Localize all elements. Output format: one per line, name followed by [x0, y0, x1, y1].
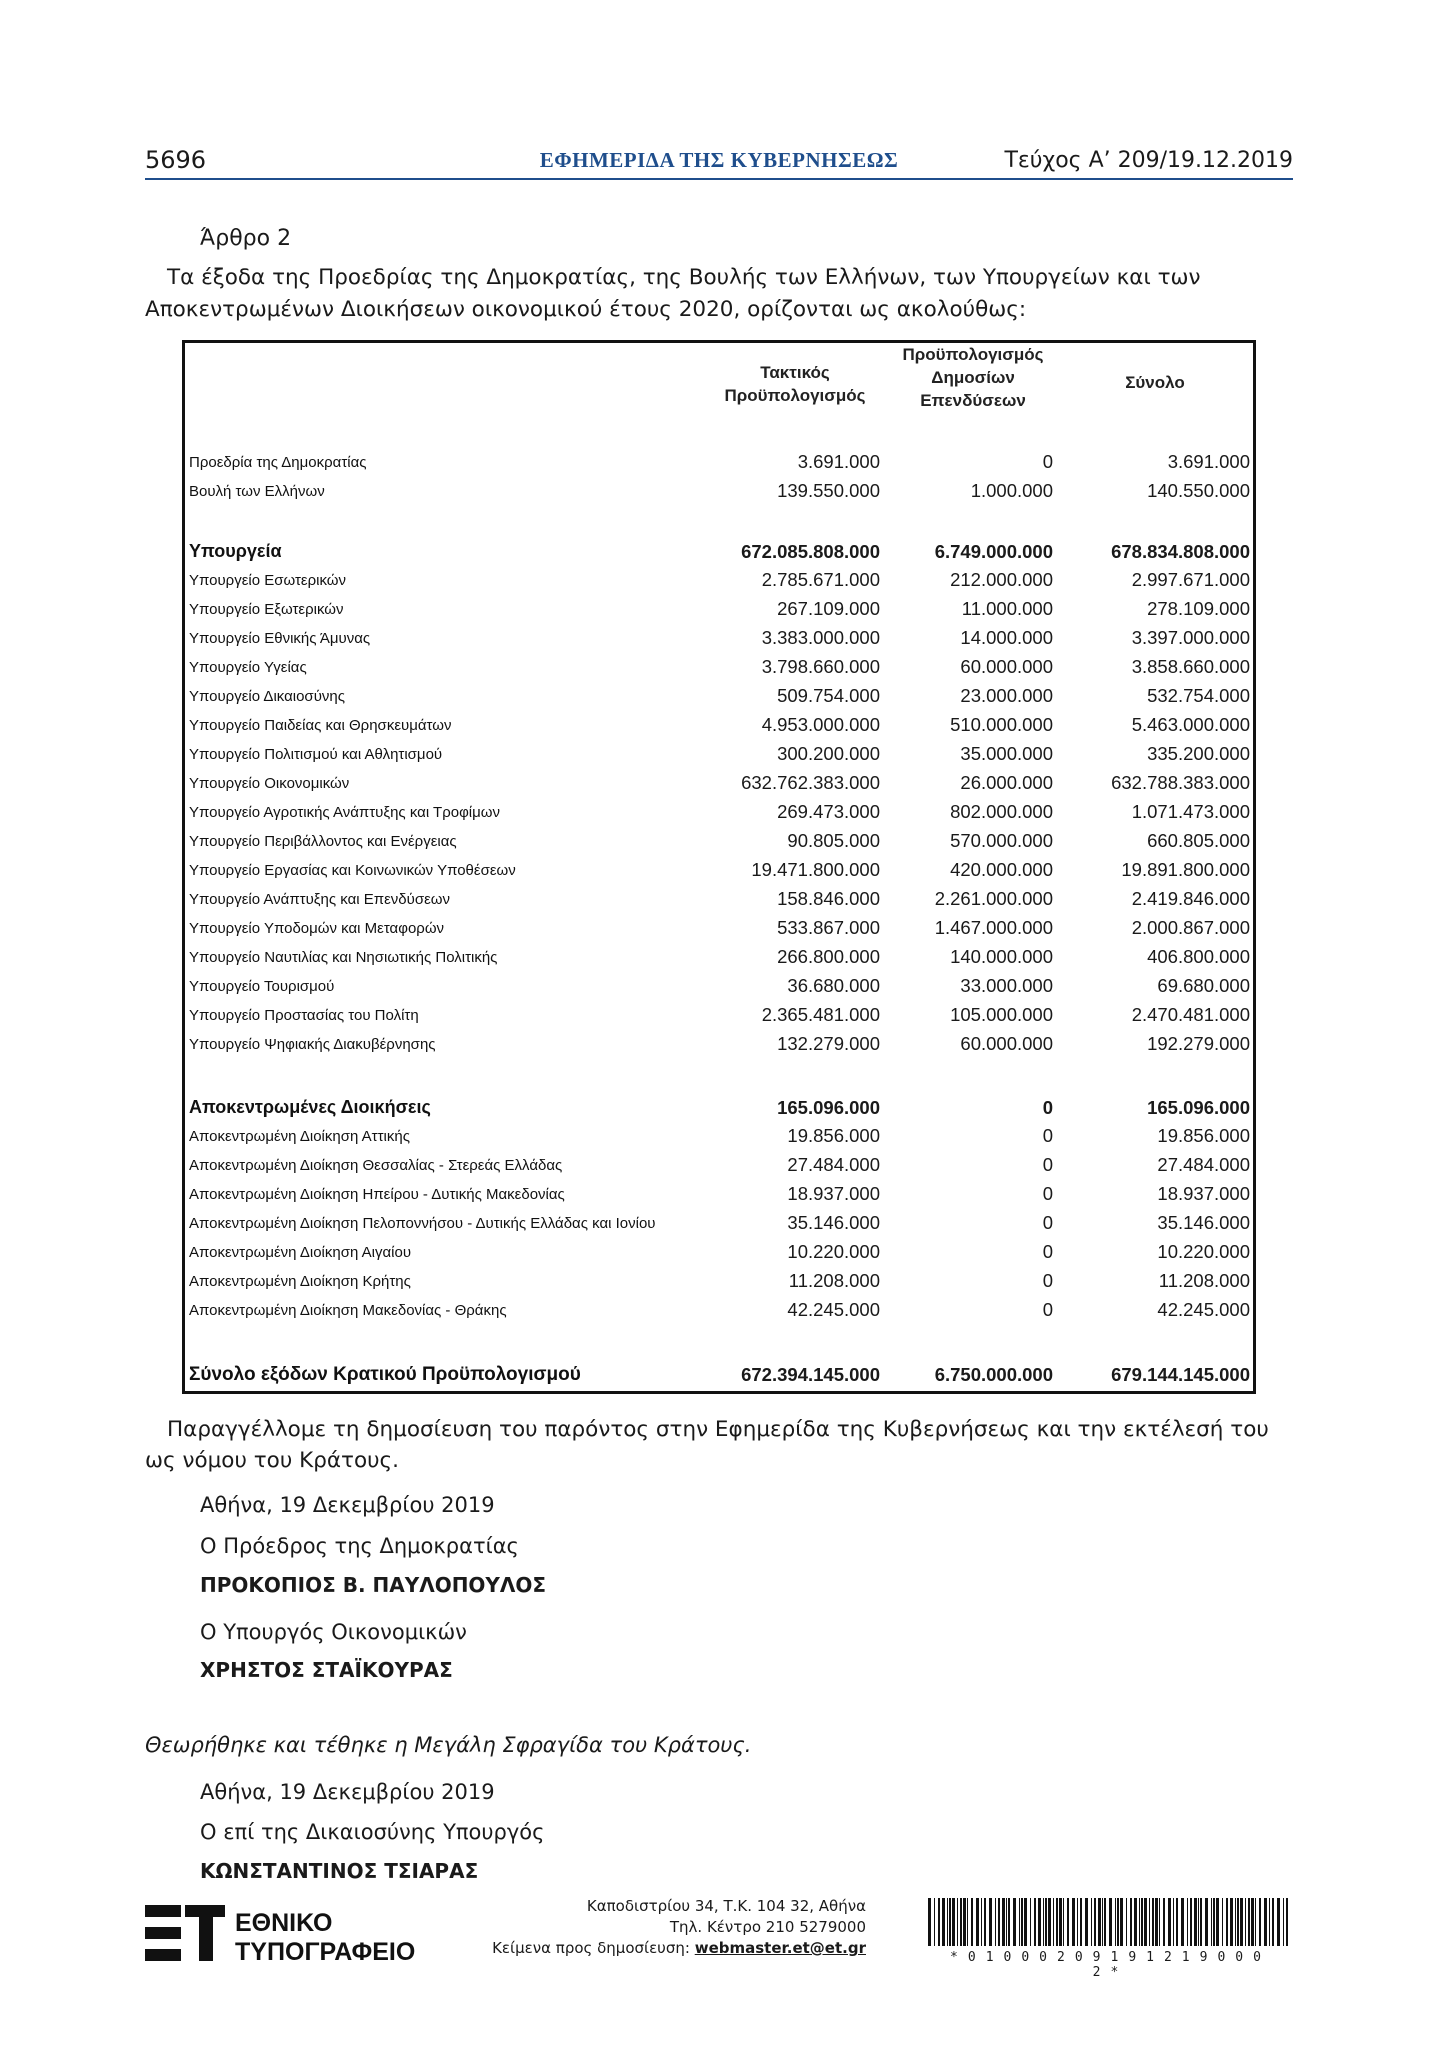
barcode-bar [1141, 1898, 1143, 1946]
barcode-bar [1085, 1898, 1088, 1946]
table-cell-c2: 1.467.000.000 [934, 917, 1053, 938]
barcode-bar [1235, 1898, 1236, 1946]
table-cell-c1: 672.394.145.000 [741, 1364, 880, 1385]
table-cell-c1: 10.220.000 [787, 1241, 880, 1262]
barcode-bar [949, 1898, 951, 1946]
table-cell-c3: 2.997.671.000 [1131, 569, 1250, 590]
article-intro: Τα έξοδα της Προεδρίας της Δημοκρατίας, της Βουλής των Ελλήνων, των Υπουργείων και των Αποκεντρωμένων Διοικήσεων οικονομικού έτους 2020, ορίζονται ως ακολούθως: [145, 265, 1201, 322]
table-row-label: Υπουργείο Εργασίας και Κοινωνικών Υποθέσεων [189, 862, 516, 879]
barcode-bar [1021, 1898, 1023, 1946]
table-row-label: Υπουργείο Εθνικής Άμυνας [189, 630, 371, 647]
barcode-bar [1144, 1898, 1147, 1946]
table-cell-c2: 0 [1042, 1212, 1053, 1233]
barcode-bar [1139, 1898, 1140, 1946]
barcode-bar [1163, 1898, 1165, 1946]
et-logo-icon [145, 1903, 445, 1965]
table-cell-c3: 3.691.000 [1167, 451, 1250, 472]
barcode-bar [1043, 1898, 1044, 1946]
barcode-bar [934, 1898, 935, 1946]
table-cell-c2: 6.750.000.000 [934, 1364, 1053, 1385]
table-cell-c3: 1.071.473.000 [1131, 801, 1250, 822]
table-row-label: Υπουργείο Πολιτισμού και Αθλητισμού [189, 746, 443, 763]
table-row-label: Προεδρία της Δημοκρατίας [189, 454, 367, 471]
barcode-bar [928, 1898, 931, 1946]
table-cell-c3: 192.279.000 [1147, 1033, 1250, 1054]
table-cell-c1: 2.365.481.000 [761, 1004, 880, 1025]
table-cell-c1: 165.096.000 [777, 1097, 880, 1118]
table-cell-c2: 212.000.000 [950, 569, 1053, 590]
table-cell-c1: 4.953.000.000 [761, 714, 880, 735]
table-cell-c3: 11.208.000 [1158, 1270, 1250, 1291]
table-cell-c1: 132.279.000 [777, 1033, 880, 1054]
barcode-bar [1067, 1898, 1069, 1946]
barcode-bar [1272, 1898, 1274, 1946]
barcode-bar [1045, 1898, 1047, 1946]
barcode-bar [1130, 1898, 1132, 1946]
table-row-label: Αποκεντρωμένες Διοικήσεις [189, 1097, 431, 1117]
table-cell-c1: 3.383.000.000 [761, 627, 880, 648]
logo-line1: ΕΘΝΙΚΟ [235, 1909, 333, 1937]
table-row-label: Αποκεντρωμένη Διοίκηση Πελοποννήσου - Δυτικής Ελλάδας και Ιονίου [189, 1215, 656, 1232]
barcode-bar [1048, 1898, 1051, 1946]
table-row-label: Αποκεντρωμένη Διοίκηση Μακεδονίας - Θράκης [189, 1302, 507, 1319]
table-cell-c3: 165.096.000 [1147, 1097, 1250, 1118]
col-header-regular-line1: Τακτικός [760, 363, 830, 382]
table-row-label: Υπουργείο Παιδείας και Θρησκευμάτων [189, 717, 452, 734]
barcode-bar [1251, 1898, 1254, 1946]
barcode-bar [1019, 1898, 1020, 1946]
table-cell-c1: 19.471.800.000 [751, 859, 880, 880]
barcode-bar [995, 1898, 996, 1946]
table-row-label: Αποκεντρωμένη Διοίκηση Αττικής [189, 1128, 410, 1145]
table-cell-c3: 660.805.000 [1147, 830, 1250, 851]
table-row-label: Αποκεντρωμένη Διοίκηση Θεσσαλίας - Στερεάς Ελλάδας [189, 1157, 563, 1174]
barcode-bar [1072, 1898, 1075, 1946]
table-cell-c2: 140.000.000 [950, 946, 1053, 967]
table-cell-c3: 532.754.000 [1147, 685, 1250, 706]
barcode-bar [1173, 1898, 1174, 1946]
table-cell-c1: 139.550.000 [777, 480, 880, 501]
table-cell-c1: 27.484.000 [787, 1154, 880, 1175]
table-cell-c1: 3.691.000 [797, 451, 880, 472]
table-cell-c1: 269.473.000 [777, 801, 880, 822]
table-cell-c1: 19.856.000 [787, 1125, 880, 1146]
closing-order: Παραγγέλλομε τη δημοσίευση του παρόντος στην Εφημερίδα της Κυβερνήσεως και την εκτέλεσή του ως νόμου του Κράτους. [145, 1417, 1269, 1473]
table-cell-c1: 509.754.000 [777, 685, 880, 706]
barcode-bar [1134, 1898, 1137, 1946]
table-cell-c2: 33.000.000 [960, 975, 1053, 996]
barcode-bar [1283, 1898, 1284, 1946]
minister-title: Ο Υπουργός Οικονομικών [200, 1620, 467, 1644]
seal-note: Θεωρήθηκε και τέθηκε η Μεγάλη Σφραγίδα του Κράτους. [145, 1733, 752, 1757]
table-cell-c2: 0 [1042, 1270, 1053, 1291]
president-title: Ο Πρόεδρος της Δημοκρατίας [200, 1534, 519, 1558]
barcode-bar [1237, 1898, 1239, 1946]
president-name: ΠΡΟΚΟΠΙΟΣ Β. ΠΑΥΛΟΠΟΥΛΟΣ [200, 1573, 547, 1597]
table-row-label: Υπουργείο Δικαιοσύνης [189, 688, 345, 705]
table-cell-c3: 42.245.000 [1157, 1299, 1250, 1320]
barcode-bar [1194, 1898, 1197, 1946]
barcode-bar [1230, 1898, 1233, 1946]
barcode-bar [1213, 1898, 1215, 1946]
table-cell-c2: 802.000.000 [950, 801, 1053, 822]
barcode-bar [1091, 1898, 1092, 1946]
barcode-bar [1034, 1898, 1036, 1946]
barcode-bar [1080, 1898, 1082, 1946]
barcode-bar [1006, 1898, 1007, 1946]
table-cell-c1: 2.785.671.000 [761, 569, 880, 590]
barcode-bar [984, 1898, 986, 1946]
barcode-bar [976, 1898, 979, 1946]
col-header-total: Σύνολο [1125, 373, 1185, 392]
table-cell-c2: 11.000.000 [961, 598, 1053, 619]
table-cell-c3: 10.220.000 [1157, 1241, 1250, 1262]
barcode-number: *01000209191219000 2* [950, 1950, 1271, 1980]
barcode-bar [952, 1898, 955, 1946]
table-row-label: Υπουργείο Τουρισμού [189, 978, 335, 995]
barcode-bar [1117, 1898, 1119, 1946]
col-header-regular-line2: Προϋπολογισμός [724, 386, 866, 405]
barcode-bar [1187, 1898, 1188, 1946]
table-cell-c2: 420.000.000 [950, 859, 1053, 880]
barcode-bar [1211, 1898, 1212, 1946]
barcode-bar [1109, 1898, 1112, 1946]
table-cell-c2: 14.000.000 [960, 627, 1053, 648]
footer-email-link[interactable]: webmaster.et@et.gr [694, 1939, 866, 1957]
table-cell-c3: 2.000.867.000 [1131, 917, 1250, 938]
table-row-label: Αποκεντρωμένη Διοίκηση Κρήτης [189, 1273, 411, 1290]
table-cell-c2: 60.000.000 [960, 1033, 1053, 1054]
barcode-bar [947, 1898, 948, 1946]
page-number: 5696 [145, 146, 207, 174]
table-row-label: Υπουργείο Υποδομών και Μεταφορών [189, 920, 445, 937]
table-cell-c3: 335.200.000 [1147, 743, 1250, 764]
barcode-bar [1063, 1898, 1064, 1946]
table-cell-c2: 1.000.000 [970, 480, 1053, 501]
barcode-bar [1059, 1898, 1062, 1946]
barcode-bar [1226, 1898, 1228, 1946]
barcode-bar [1077, 1898, 1078, 1946]
table-cell-c3: 19.891.800.000 [1121, 859, 1250, 880]
barcode-bar [1205, 1898, 1208, 1946]
table-cell-c3: 3.858.660.000 [1131, 656, 1250, 677]
table-cell-c1: 266.800.000 [777, 946, 880, 967]
table-cell-c2: 60.000.000 [960, 656, 1053, 677]
table-row-label: Αποκεντρωμένη Διοίκηση Αιγαίου [189, 1244, 412, 1261]
table-row-label: Υπουργείο Ανάπτυξης και Επενδύσεων [189, 891, 450, 908]
barcode-bar [1155, 1898, 1158, 1946]
footer-phone: Τηλ. Κέντρο 210 5279000 [669, 1918, 866, 1936]
barcode-bar [1120, 1898, 1123, 1946]
table-row-label: Υπουργείο Υγείας [189, 659, 307, 676]
table-cell-c2: 35.000.000 [960, 743, 1053, 764]
table-cell-c3: 19.856.000 [1157, 1125, 1250, 1146]
table-cell-c3: 5.463.000.000 [1131, 714, 1250, 735]
table-cell-c1: 18.937.000 [787, 1183, 880, 1204]
barcode-bar [1098, 1898, 1101, 1946]
barcode-bar [960, 1898, 962, 1946]
article-heading: Άρθρο 2 [200, 226, 292, 251]
barcode-bar [1030, 1898, 1031, 1946]
table-cell-c3: 406.800.000 [1147, 946, 1250, 967]
barcode-bar [1149, 1898, 1150, 1946]
table-cell-c3: 18.937.000 [1157, 1183, 1250, 1204]
table-row-label: Υπουργείο Εσωτερικών [189, 572, 347, 589]
table-cell-c1: 533.867.000 [777, 917, 880, 938]
barcode-bar [938, 1898, 940, 1946]
table-cell-c1: 35.146.000 [787, 1212, 880, 1233]
table-cell-c3: 27.484.000 [1157, 1154, 1250, 1175]
col-header-investment-line3: Επενδύσεων [920, 391, 1026, 410]
table-row-label: Υπουργείο Αγροτικής Ανάπτυξης και Τροφίμων [189, 804, 500, 821]
barcode-bar [1286, 1898, 1288, 1946]
table-cell-c2: 105.000.000 [950, 1004, 1053, 1025]
col-header-investment [873, 343, 1073, 412]
col-header-investment-line1: Προϋπολογισμός [902, 345, 1044, 364]
table-cell-c1: 300.200.000 [777, 743, 880, 764]
barcode-bar [1115, 1898, 1116, 1946]
barcode-bar [998, 1898, 1000, 1946]
col-header-investment-line2: Δημοσίων [931, 368, 1015, 387]
table-row-label: Υπουργείο Οικονομικών [189, 775, 350, 792]
barcode-bar [1245, 1898, 1246, 1946]
table-cell-c2: 0 [1042, 1183, 1053, 1204]
table-cell-c3: 678.834.808.000 [1111, 541, 1250, 562]
barcode-bar [1240, 1898, 1243, 1946]
barcode-bar [1008, 1898, 1010, 1946]
table-row-label: Υπουργείο Εξωτερικών [189, 601, 344, 618]
barcode-bar [1255, 1898, 1256, 1946]
gazette-title: ΕΦΗΜΕΡΙΔΑ ΤΗΣ ΚΥΒΕΡΝΗΣΕΩΣ [539, 148, 899, 172]
national-printing-office-logo [145, 1903, 445, 1970]
issue-info: Τεύχος Α’ 209/19.12.2019 [1004, 148, 1293, 173]
table-cell-c1: 632.762.383.000 [741, 772, 880, 793]
barcode-bar [1248, 1898, 1250, 1946]
justice-minister-name: ΚΩΝΣΤΑΝΤΙΝΟΣ ΤΣΙΑΡΑΣ [200, 1859, 479, 1883]
barcode-bar [1277, 1898, 1280, 1946]
page-header [145, 140, 1293, 180]
table-cell-c3: 2.419.846.000 [1131, 888, 1250, 909]
table-cell-c3: 140.550.000 [1147, 480, 1250, 501]
justice-minister-title: Ο επί της Δικαιοσύνης Υπουργός [200, 1820, 545, 1844]
table-cell-c2: 0 [1042, 1241, 1053, 1262]
table-cell-c1: 11.208.000 [788, 1270, 880, 1291]
table-row-label: Αποκεντρωμένη Διοίκηση Ηπείρου - Δυτικής Μακεδονίας [189, 1186, 565, 1203]
minister-name: ΧΡΗΣΤΟΣ ΣΤΑΪΚΟΥΡΑΣ [200, 1658, 453, 1682]
table-cell-c2: 0 [1042, 1097, 1053, 1118]
table-cell-c3: 632.788.383.000 [1111, 772, 1250, 793]
table-cell-c2: 6.749.000.000 [934, 541, 1053, 562]
table-cell-c2: 0 [1042, 451, 1053, 472]
table-cell-c3: 35.146.000 [1157, 1212, 1250, 1233]
barcode-bar [1259, 1898, 1261, 1946]
place-date: Αθήνα, 19 Δεκεμβρίου 2019 [200, 1493, 495, 1517]
table-cell-c3: 69.680.000 [1157, 975, 1250, 996]
table-row-label: Υπουργείο Ναυτιλίας και Νησιωτικής Πολιτικής [189, 949, 498, 966]
barcode-bar [1168, 1898, 1171, 1946]
table-cell-c2: 570.000.000 [950, 830, 1053, 851]
barcode-bar [1222, 1898, 1223, 1946]
barcode-bar [1181, 1898, 1184, 1946]
col-header-regular [705, 361, 885, 407]
table-cell-c2: 0 [1042, 1299, 1053, 1320]
barcode-bar [1159, 1898, 1160, 1946]
table-cell-c3: 278.109.000 [1147, 598, 1250, 619]
table-cell-c2: 510.000.000 [950, 714, 1053, 735]
footer-contact [492, 1896, 866, 1959]
barcode-bar [1094, 1898, 1096, 1946]
footer-submit-label: Κείμενα προς δημοσίευση: [492, 1939, 690, 1957]
table-cell-c2: 0 [1042, 1154, 1053, 1175]
barcode [928, 1898, 1293, 1950]
barcode-bar [1176, 1898, 1178, 1946]
barcode-bar [971, 1898, 973, 1946]
logo-line2: ΤΥΠΟΓΡΑΦΕΙΟ [235, 1938, 416, 1965]
table-row-label: Βουλή των Ελλήνων [189, 483, 325, 500]
barcode-bar [1056, 1898, 1058, 1946]
barcode-bar [1102, 1898, 1103, 1946]
barcode-bar [1152, 1898, 1154, 1946]
barcode-bar [967, 1898, 968, 1946]
barcode-bar [1104, 1898, 1106, 1946]
barcode-bar [1198, 1898, 1199, 1946]
barcode-bar [1053, 1898, 1054, 1946]
budget-table [182, 340, 1256, 1394]
table-cell-c2: 0 [1042, 1125, 1053, 1146]
table-row-label: Υπουργείο Προστασίας του Πολίτη [189, 1007, 419, 1024]
barcode-bar [1200, 1898, 1202, 1946]
barcode-bar [1216, 1898, 1219, 1946]
table-cell-c1: 267.109.000 [777, 598, 880, 619]
barcode-bar [942, 1898, 945, 1946]
barcode-bar [1002, 1898, 1005, 1946]
table-row-label: Υπουργείο Ψηφιακής Διακυβέρνησης [189, 1036, 436, 1053]
barcode-bar [1024, 1898, 1027, 1946]
table-cell-c1: 158.846.000 [777, 888, 880, 909]
table-cell-c3: 679.144.145.000 [1111, 1364, 1250, 1385]
table-cell-c1: 672.085.808.000 [741, 541, 880, 562]
barcode-bar [1269, 1898, 1270, 1946]
table-row-label: Σύνολο εξόδων Κρατικού Προϋπολογισμού [189, 1364, 581, 1385]
table-cell-c1: 3.798.660.000 [761, 656, 880, 677]
barcode-bar [989, 1898, 992, 1946]
barcode-bar [1264, 1898, 1267, 1946]
barcode-bar [1013, 1898, 1016, 1946]
barcode-bar [1038, 1898, 1041, 1946]
barcode-bar [957, 1898, 958, 1946]
table-cell-c3: 2.470.481.000 [1131, 1004, 1250, 1025]
table-row-label: Υπουργείο Περιβάλλοντος και Ενέργειας [189, 833, 457, 850]
table-cell-c1: 36.680.000 [787, 975, 880, 996]
barcode-bar [1126, 1898, 1127, 1946]
table-cell-c3: 3.397.000.000 [1131, 627, 1250, 648]
table-cell-c2: 26.000.000 [960, 772, 1053, 793]
table-cell-c2: 23.000.000 [960, 685, 1053, 706]
barcode-bar [1190, 1898, 1192, 1946]
table-cell-c1: 90.805.000 [787, 830, 880, 851]
table-row-label: Υπουργεία [189, 541, 282, 561]
table-cell-c2: 2.261.000.000 [934, 888, 1053, 909]
place-date-2: Αθήνα, 19 Δεκεμβρίου 2019 [200, 1780, 495, 1804]
barcode-bar [963, 1898, 966, 1946]
table-cell-c1: 42.245.000 [787, 1299, 880, 1320]
barcode-bar [981, 1898, 982, 1946]
footer-address: Καποδιστρίου 34, Τ.Κ. 104 32, Αθήνα [586, 1897, 866, 1915]
